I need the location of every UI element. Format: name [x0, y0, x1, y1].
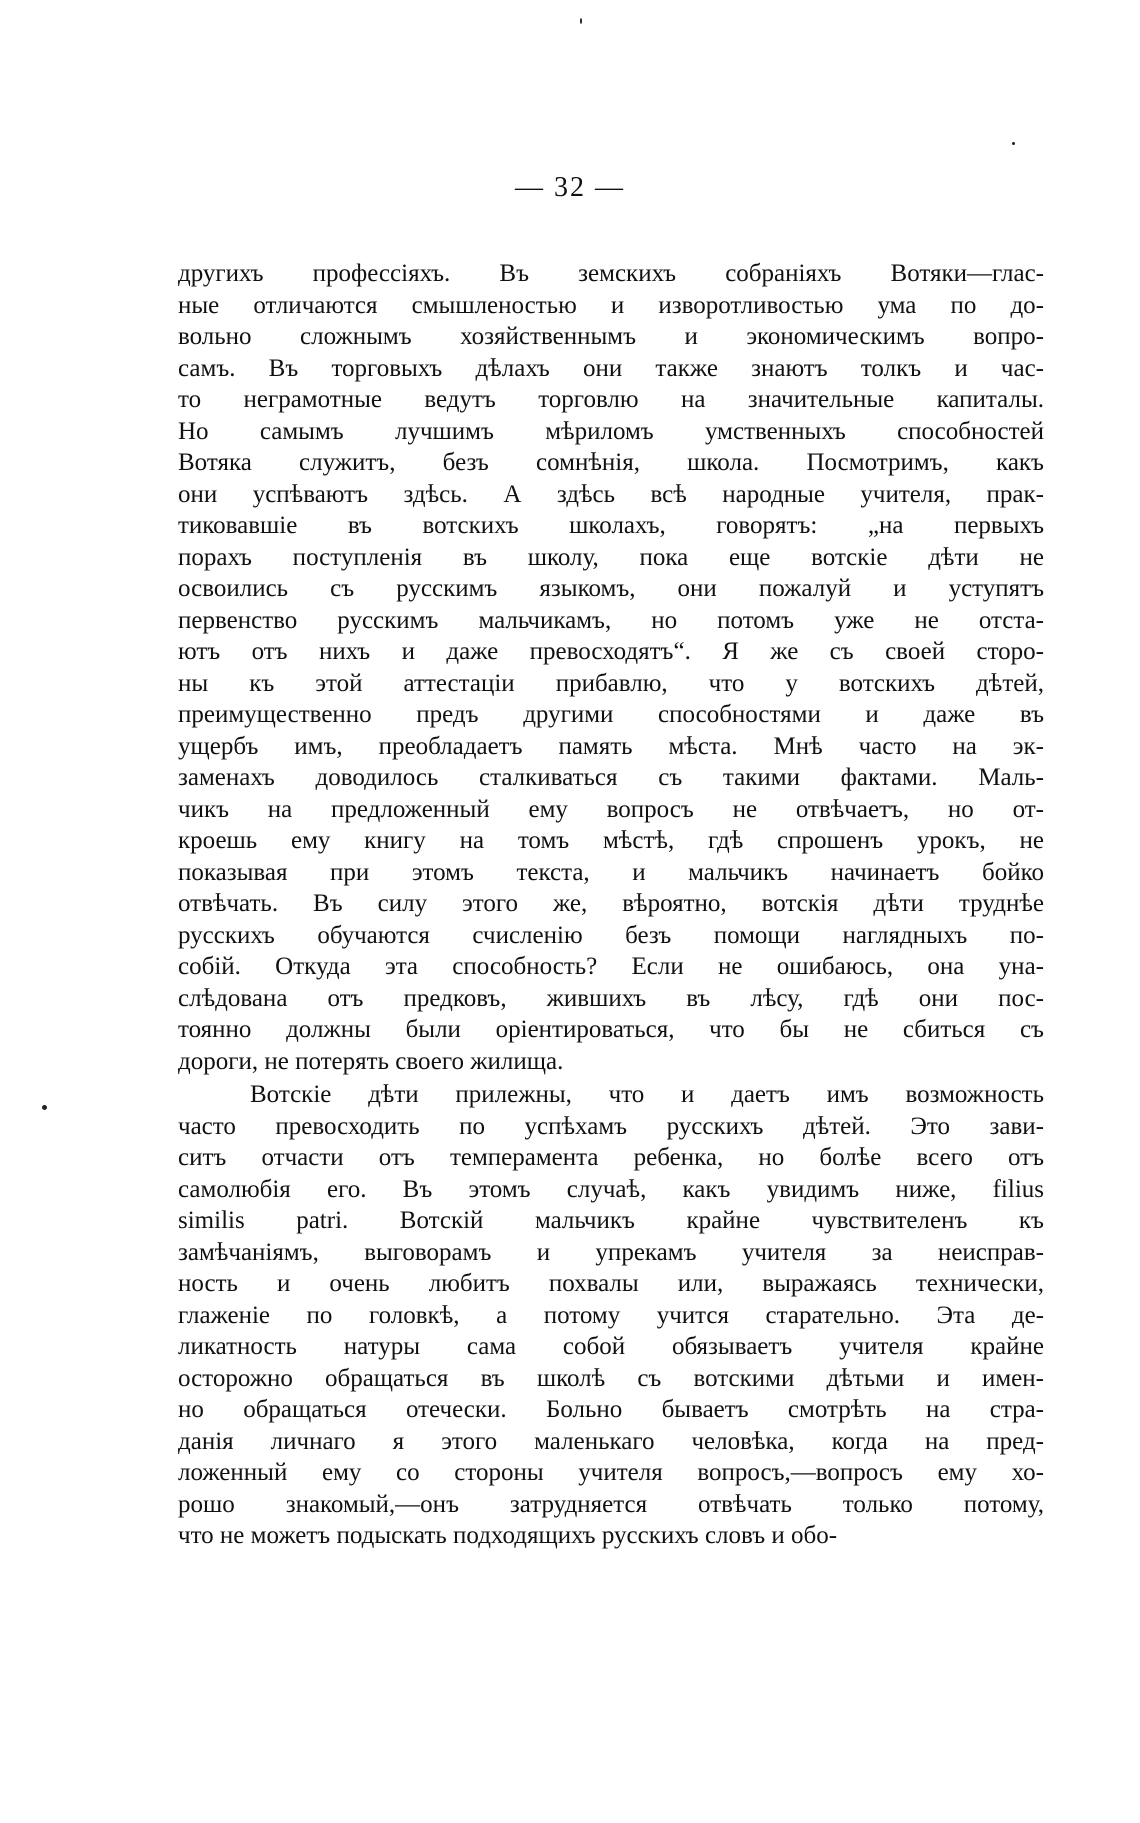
text-line: кроешь ему книгу на томъ мѣстѣ, гдѣ спрошенъ урокъ, не — [178, 827, 1044, 854]
text-line: Вотяка служитъ, безъ сомнѣнія, школа. Посмотримъ, какъ — [178, 449, 1044, 476]
text-line: ущербъ имъ, преобладаетъ память мѣста. Мнѣ часто на эк- — [178, 732, 1044, 760]
text-line: дороги, не потерять своего жилища. — [178, 1047, 564, 1075]
body-text — [178, 258, 1044, 1552]
text-line: вольно сложнымъ хозяйственнымъ и экономическимъ вопро- — [178, 323, 1044, 350]
paragraph — [178, 1079, 1044, 1552]
text-line: рошо знакомый,—онъ затрудняется отвѣчать только потому, — [178, 1490, 1044, 1518]
text-line: ликатность натуры сама собой обязываетъ учителя крайне — [178, 1333, 1044, 1360]
text-line: то неграмотные ведутъ торговлю на значительные капиталы. — [178, 386, 1044, 413]
text-line: самъ. Въ торговыхъ дѣлахъ они также знаютъ толкъ и час- — [178, 354, 1044, 382]
text-line: чикъ на предложенный ему вопросъ не отвѣчаетъ, но от- — [178, 795, 1044, 823]
text-line: ложенный ему со стороны учителя вопросъ,—вопросъ ему хо- — [178, 1459, 1044, 1486]
text-line: ны къ этой аттестаціи прибавлю, что у вотскихъ дѣтей, — [178, 669, 1044, 697]
text-line: они успѣваютъ здѣсь. А здѣсь всѣ народные учителя, прак- — [178, 480, 1044, 508]
text-line: но обращаться отечески. Больно бываетъ смотрѣть на стра- — [178, 1396, 1044, 1423]
text-line: первенство русскимъ мальчикамъ, но потомъ уже не отста- — [178, 606, 1044, 634]
text-line: данія личнаго я этого маленькаго человѣка, когда на пред- — [178, 1427, 1044, 1455]
text-line: отвѣчать. Въ силу этого же, вѣроятно, вотскія дѣти труднѣе — [178, 890, 1044, 917]
text-line: тиковавшіе въ вотскихъ школахъ, говорятъ: „на первыхъ — [178, 512, 1044, 539]
scan-speck — [580, 18, 582, 24]
text-line: показывая при этомъ текста, и мальчикъ начинаетъ бойко — [178, 858, 1044, 886]
text-line: глаженіе по головкѣ, а потому учится старательно. Эта де- — [178, 1301, 1044, 1329]
text-line: слѣдована отъ предковъ, жившихъ въ лѣсу, гдѣ они пос- — [178, 984, 1044, 1012]
text-line: осторожно обращаться въ школѣ съ вотскими дѣтьми и имен- — [178, 1364, 1044, 1392]
text-line: ютъ отъ нихъ и даже превосходятъ“. Я же съ своей сторо- — [178, 638, 1044, 665]
text-line: собій. Откуда эта способность? Если не ошибаюсь, она уна- — [178, 953, 1044, 980]
text-line: что не можетъ подыскать подходящихъ русскихъ словъ и обо- — [178, 1522, 838, 1549]
text-line: освоились съ русскимъ языкомъ, они пожалуй и уступятъ — [178, 575, 1044, 602]
text-line: замѣчаніямъ, выговорамъ и упрекамъ учителя за неисправ- — [178, 1238, 1044, 1266]
text-line: Но самымъ лучшимъ мѣриломъ умственныхъ способностей — [178, 417, 1044, 445]
text-line: русскихъ обучаются счисленію безъ помощи наглядныхъ по- — [178, 921, 1044, 949]
text-line: ситъ отчасти отъ темперамента ребенка, но болѣе всего отъ — [178, 1144, 1044, 1171]
text-line: ность и очень любитъ похвалы или, выражаясь технически, — [178, 1270, 1044, 1297]
paragraph — [178, 258, 1044, 1077]
text-line: самолюбія его. Въ этомъ случаѣ, какъ увидимъ ниже, filius — [178, 1175, 1044, 1203]
scan-speck — [42, 1105, 47, 1110]
text-line: ные отличаются смышленостью и изворотливостью ума по до- — [178, 291, 1044, 319]
text-line: тоянно должны были оріентироваться, что бы не сбиться съ — [178, 1016, 1044, 1043]
page-number: — 32 — — [515, 172, 625, 203]
scan-speck — [1012, 142, 1015, 145]
text-line: часто превосходить по успѣхамъ русскихъ дѣтей. Это зави- — [178, 1112, 1044, 1140]
text-line: заменахъ доводилось сталкиваться съ такими фактами. Маль- — [178, 764, 1044, 791]
text-line: Вотскіе дѣти прилежны, что и даетъ имъ возможность — [250, 1081, 1044, 1108]
text-line: преимущественно предъ другими способностями и даже въ — [178, 701, 1044, 728]
text-line: другихъ профессіяхъ. Въ земскихъ собраніяхъ Вотяки—глас- — [178, 260, 1044, 287]
text-line: similis patri. Вотскій мальчикъ крайне чувствителенъ къ — [178, 1207, 1044, 1234]
text-line: порахъ поступленія въ школу, пока еще вотскіе дѣти не — [178, 543, 1044, 571]
